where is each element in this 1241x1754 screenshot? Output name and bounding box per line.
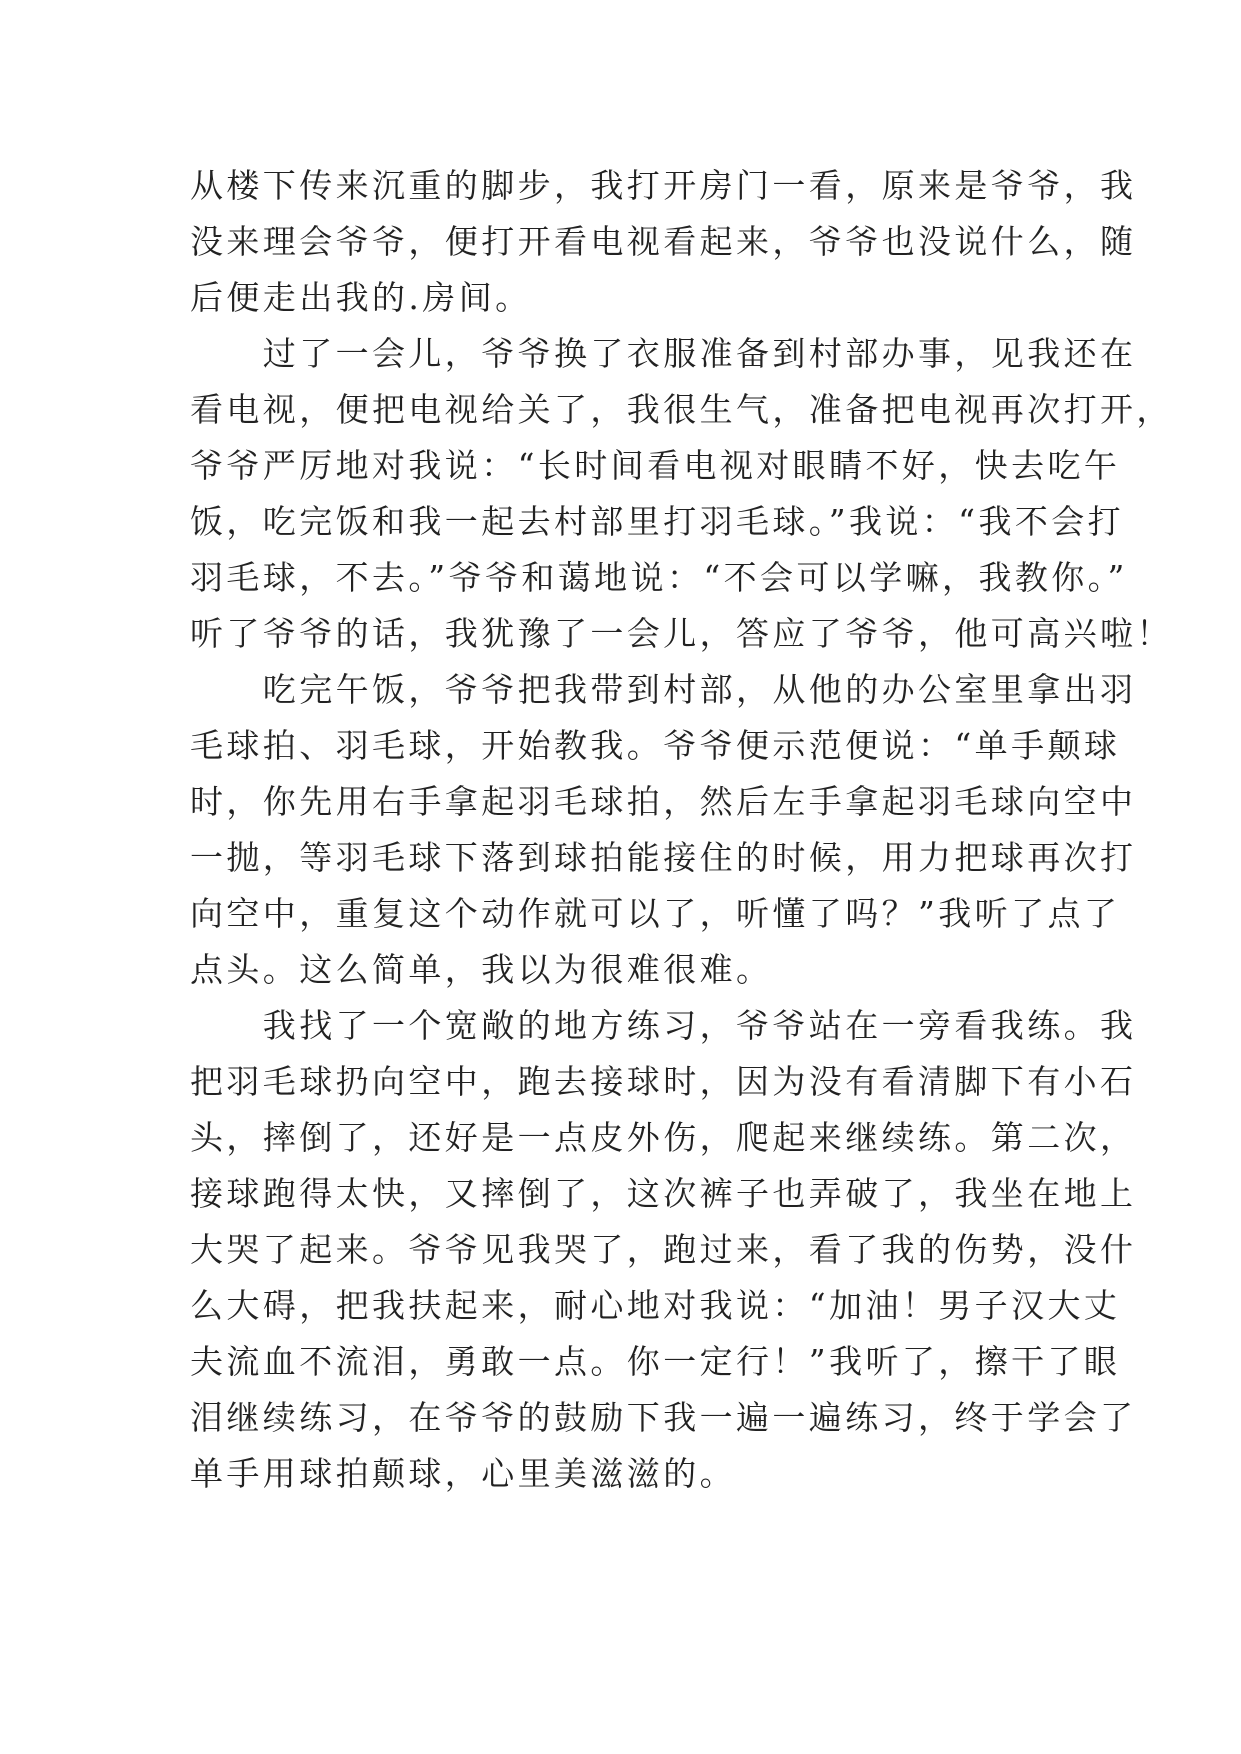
text-line: 接球跑得太快，又摔倒了，这次裤子也弄破了，我坐在地上 xyxy=(190,1174,1137,1213)
text-line: 羽毛球，不去。”爷爷和蔼地说：“不会可以学嘛，我教你。” xyxy=(190,558,1128,597)
text-line: 么大碍，把我扶起来，耐心地对我说：“加油！男子汉大丈 xyxy=(190,1286,1121,1325)
text-line: 把羽毛球扔向空中，跑去接球时，因为没有看清脚下有小石 xyxy=(190,1062,1137,1101)
text-line: 时，你先用右手拿起羽毛球拍，然后左手拿起羽毛球向空中 xyxy=(190,782,1137,821)
text-line: 看电视，便把电视给关了，我很生气，准备把电视再次打开， xyxy=(190,390,1173,429)
text-line: 我找了一个宽敞的地方练习，爷爷站在一旁看我练。我 xyxy=(190,1006,1137,1045)
text-line: 后便走出我的.房间。 xyxy=(190,278,532,317)
text-line: 大哭了起来。爷爷见我哭了，跑过来，看了我的伤势，没什 xyxy=(190,1230,1137,1269)
text-line: 泪继续练习，在爷爷的鼓励下我一遍一遍练习，终于学会了 xyxy=(190,1398,1137,1437)
paragraph-1 xyxy=(190,158,1137,326)
text-line: 过了一会儿，爷爷换了衣服准备到村部办事，见我还在 xyxy=(190,334,1137,373)
text-line: 从楼下传来沉重的脚步，我打开房门一看，原来是爷爷，我 xyxy=(190,166,1137,205)
article-body xyxy=(190,158,1173,1502)
text-line: 爷爷严厉地对我说：“长时间看电视对眼睛不好，快去吃午 xyxy=(190,446,1121,485)
text-line: 向空中，重复这个动作就可以了，听懂了吗？”我听了点了 xyxy=(190,894,1121,933)
text-line: 吃完午饭，爷爷把我带到村部，从他的办公室里拿出羽 xyxy=(190,670,1137,709)
paragraph-3 xyxy=(190,662,1137,998)
text-line: 饭，吃完饭和我一起去村部里打羽毛球。”我说：“我不会打 xyxy=(190,502,1125,541)
text-line: 毛球拍、羽毛球，开始教我。爷爷便示范便说：“单手颠球 xyxy=(190,726,1121,765)
text-line: 听了爷爷的话，我犹豫了一会儿，答应了爷爷，他可高兴啦！ xyxy=(190,614,1173,653)
paragraph-2 xyxy=(190,326,1173,662)
text-line: 单手用球拍颠球，心里美滋滋的。 xyxy=(190,1454,736,1493)
text-line: 夫流血不流泪，勇敢一点。你一定行！”我听了，擦干了眼 xyxy=(190,1342,1121,1381)
text-line: 头，摔倒了，还好是一点皮外伤，爬起来继续练。第二次， xyxy=(190,1118,1137,1157)
text-line: 一抛，等羽毛球下落到球拍能接住的时候，用力把球再次打 xyxy=(190,838,1137,877)
paragraph-4 xyxy=(190,998,1137,1502)
text-line: 点头。这么简单，我以为很难很难。 xyxy=(190,950,773,989)
text-line: 没来理会爷爷，便打开看电视看起来，爷爷也没说什么，随 xyxy=(190,222,1137,261)
